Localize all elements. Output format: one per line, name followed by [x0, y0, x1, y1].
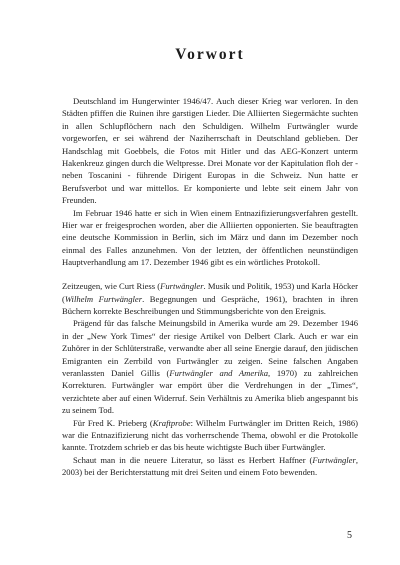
- text-segment: , 2003) bei der Berichterstattung mit drei Seiten und einem Foto bewenden.: [62, 454, 358, 478]
- italic-title: Furtwängler: [312, 454, 356, 465]
- text-segment: : Wilhelm Furtwängler im Dritten Reich, 1986) war die Entnazifizierung nicht das vorherrschende Thema, obwohl er die Protokolle kannte. Trotzdem schrieb er das bis heute wichtigste Buch über Furtwängler.: [62, 417, 358, 453]
- italic-title: Wilhelm Furtwängler: [64, 293, 143, 304]
- text-segment: Deutschland im Hungerwinter 1946/47. Auch dieser Krieg war verloren. In den Städten pfiffen die Ruinen ihre garstigen Lieder. Die Alliierten Siegermächte suchten in allen Schlupflöchern nach den Schuldigen. Wilhelm Furtwängler wurde vorgeworfen, er sei während der Naziherrschaft in Deutschland geblieben. Der Handschlag mit Goebbels, die Fotos mit Hitler und das AEG-Konzert unterm Hakenkreuz gingen durch die Weltpresse. Drei Monate vor der Kapitulation floh der - neben Toscanini - führende Dirigent Europas in die Schweiz. Nun hatte er Berufsverbot und war mittellos. Er komponierte und lebte seit einem Jahr von Freunden.: [62, 96, 358, 206]
- body-text: [62, 95, 358, 479]
- text-segment: Im Februar 1946 hatte er sich in Wien einem Entnazifizierungsverfahren gestellt. Hier war er freigesprochen worden, aber die Alliierten opponierten. Sie beauftragten eine deutsche Kommission in Berlin, sich im März und dann im Dezember noch einmal des Falles anzunehmen. Von der letzten, der öffentlichen neunstündigen Hauptverhandlung am 17. Dezember 1946 gibt es ein wörtliches Protokoll.: [62, 207, 358, 268]
- page-number: 5: [347, 530, 352, 541]
- paragraph: [62, 417, 358, 454]
- text-segment: Zeitzeugen, wie Curt Riess (: [62, 281, 161, 292]
- paragraph: [62, 280, 358, 317]
- text-segment: . Musik und Politik, 1953) und Karla Höcker (: [62, 281, 358, 304]
- paragraph: [62, 207, 358, 269]
- paragraph: [62, 317, 358, 416]
- italic-title: Furtwängler and Amerika: [169, 368, 269, 379]
- text-segment: . Begegnungen und Gespräche, 1961), brachten in ihren Büchern korrekte Beschreibungen und Stimmungsberichte von den Ereignis.: [62, 293, 358, 316]
- page-title: Vorwort: [175, 46, 245, 63]
- italic-title: Furtwängler: [160, 281, 204, 292]
- paragraph: [62, 95, 358, 207]
- text-segment: Für Fred K. Prieberg (: [73, 417, 153, 428]
- text-segment: Schaut man in die neuere Literatur, so lässt es Herbert Haffner (: [73, 454, 313, 465]
- book-page: [62, 0, 358, 565]
- text-segment: Prägend für das falsche Meinungsbild in Amerika wurde am 29. Dezember 1946 in der „New York Times“ der riesige Artikel von Delbert Clark. Auch er war ein Zuhörer in der Schlüterstraße, verwandte aber all seine Energie darauf, den jüdischen Emigranten ein Zerrbild von Furtwängler zu zeigen. Seine falschen Angaben veranlassten Daniel Gillis (: [62, 318, 358, 379]
- paragraph: [62, 454, 358, 479]
- text-segment: , 1970) zu zahlreichen Korrekturen. Furtwängler war empört über die Verdrehungen in der „Times“, verzichtete aber auf einen Widerruf. Sein Verhältnis zu Amerika blieb angespannt bis zu seinem Tod.: [62, 368, 358, 416]
- italic-title: Kraftprobe: [152, 417, 191, 428]
